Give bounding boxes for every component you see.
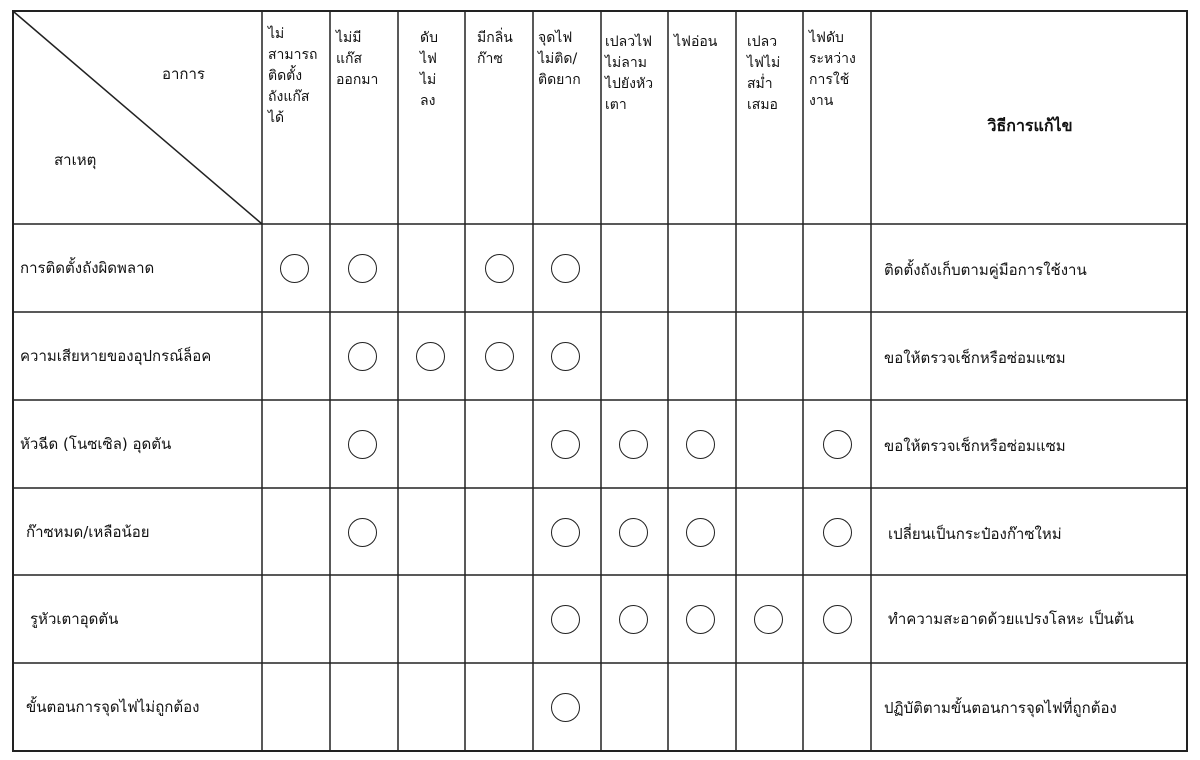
symptom-header: เปลวไฟ ไม่ลาม ไปยังหัว เตา xyxy=(605,34,654,113)
symptom-mark-circle xyxy=(823,518,852,547)
symptom-mark-circle xyxy=(551,254,580,283)
cause-label: ความเสียหายของอุปกรณ์ล็อค xyxy=(20,347,212,365)
cause-label: การติดตั้งถังผิดพลาด xyxy=(20,259,155,277)
symptom-mark-circle xyxy=(686,518,715,547)
symptom-mark-circle xyxy=(551,518,580,547)
symptom-mark-circle xyxy=(280,254,309,283)
symptom-header: ดับ ไฟ ไม่ ลง xyxy=(420,30,438,109)
symptom-header: ไม่มี แก๊ส ออกมา xyxy=(336,30,379,88)
symptom-mark-circle xyxy=(348,518,377,547)
symptom-mark-circle xyxy=(686,430,715,459)
symptom-header: ไม่ สามารถ ติดตั้ง ถังแก๊ส ได้ xyxy=(268,26,318,126)
symptom-header: ไฟดับ ระหว่าง การใช้ งาน xyxy=(809,30,856,109)
troubleshooting-table xyxy=(12,10,1188,752)
symptom-header: มีกลิ่น ก๊าซ xyxy=(477,30,513,67)
solution-text: ทำความสะอาดด้วยแปรงโลหะ เป็นต้น xyxy=(888,610,1134,628)
symptom-mark-circle xyxy=(348,430,377,459)
symptom-mark-circle xyxy=(348,342,377,371)
corner-symptom-label: อาการ xyxy=(162,65,205,83)
symptom-mark-circle xyxy=(823,605,852,634)
symptom-header: จุดไฟ ไม่ติด/ ติดยาก xyxy=(538,30,581,88)
symptom-mark-circle xyxy=(754,605,783,634)
solution-text: ขอให้ตรวจเช็กหรือซ่อมแซม xyxy=(884,349,1066,367)
symptom-mark-circle xyxy=(485,342,514,371)
symptom-mark-circle xyxy=(619,518,648,547)
corner-cause-label: สาเหตุ xyxy=(54,151,97,169)
solution-header: วิธีการแก้ไข xyxy=(987,116,1073,135)
symptom-mark-circle xyxy=(551,605,580,634)
symptom-mark-circle xyxy=(823,430,852,459)
solution-text: ติดตั้งถังเก็บตามคู่มือการใช้งาน xyxy=(884,261,1087,279)
solution-text: ปฏิบัติตามขั้นตอนการจุดไฟที่ถูกต้อง xyxy=(884,699,1117,717)
cause-label: หัวฉีด (โนซเซิล) อุดตัน xyxy=(20,435,172,453)
symptom-mark-circle xyxy=(619,430,648,459)
symptom-header: ไฟอ่อน xyxy=(674,34,718,50)
symptom-header: เปลว ไฟไม่ สม่ำ เสมอ xyxy=(747,34,781,113)
symptom-mark-circle xyxy=(348,254,377,283)
symptom-mark-circle xyxy=(551,342,580,371)
symptom-mark-circle xyxy=(686,605,715,634)
cause-label: ก๊าซหมด/เหลือน้อย xyxy=(26,523,150,541)
corner-diagonal xyxy=(14,12,262,224)
cause-label: รูหัวเตาอุดตัน xyxy=(30,610,119,628)
symptom-mark-circle xyxy=(619,605,648,634)
symptom-mark-circle xyxy=(485,254,514,283)
symptom-mark-circle xyxy=(551,693,580,722)
cause-label: ขั้นตอนการจุดไฟไม่ถูกต้อง xyxy=(26,698,200,716)
solution-text: เปลี่ยนเป็นกระป๋องก๊าซใหม่ xyxy=(888,525,1062,543)
solution-text: ขอให้ตรวจเช็กหรือซ่อมแซม xyxy=(884,437,1066,455)
symptom-mark-circle xyxy=(416,342,445,371)
symptom-mark-circle xyxy=(551,430,580,459)
